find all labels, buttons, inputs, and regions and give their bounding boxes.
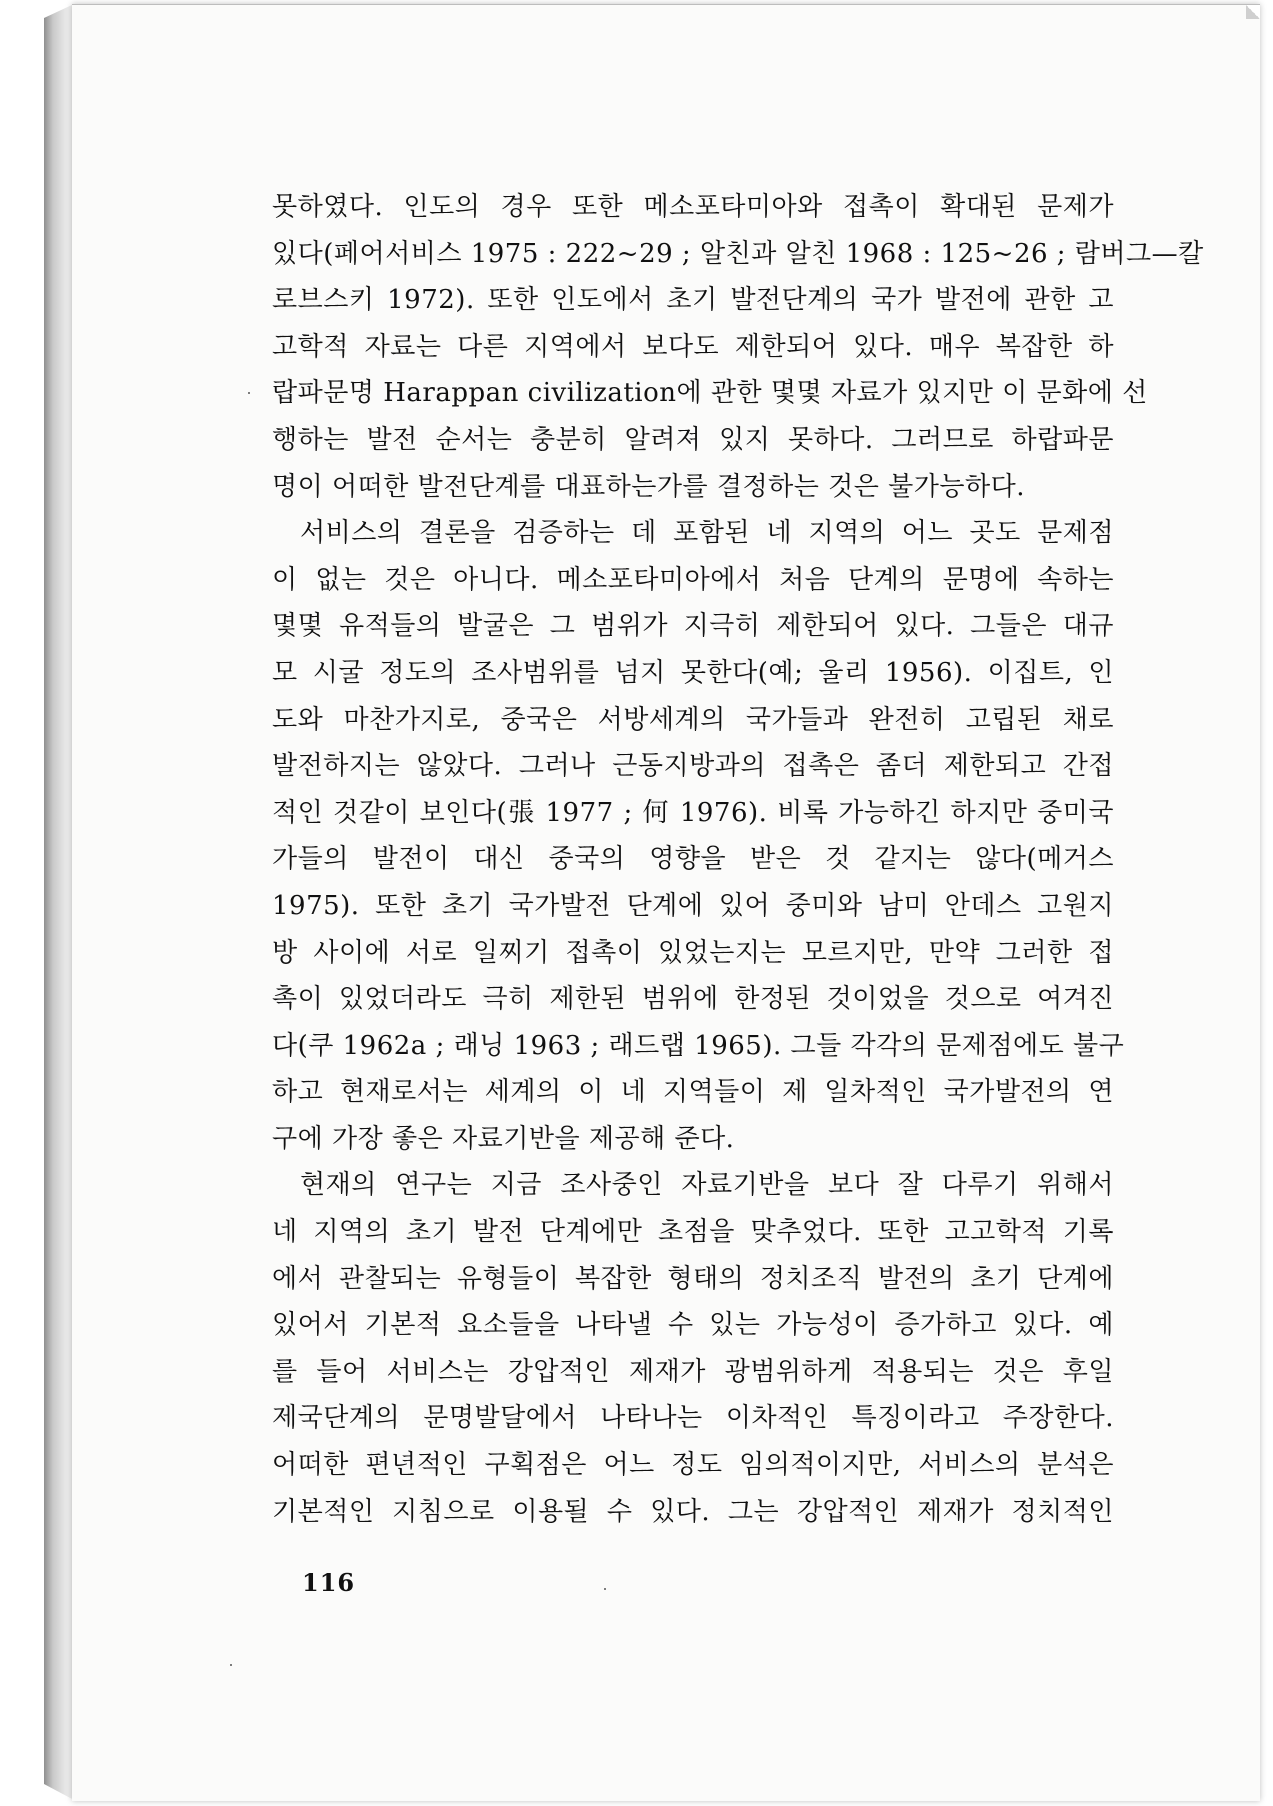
text-line: 발전하지는 않았다. 그러나 근동지방과의 접촉은 좀더 제한되고 간접 [272,751,1114,782]
text-line: 구에 가장 좋은 자료기반을 제공해 준다. [272,1123,735,1154]
text-line: 방 사이에 서로 일찌기 접촉이 있었는지는 모르지만, 만약 그러한 접 [272,937,1114,968]
text-line: 네 지역의 초기 발전 단계에만 초점을 맞추었다. 또한 고고학적 기록 [272,1217,1114,1248]
text-line: 못하였다. 인도의 경우 또한 메소포타미아와 접촉이 확대된 문제가 [272,192,1114,222]
text-line: 1975). 또한 초기 국가발전 단계에 있어 중미와 남미 안데스 고원지 [272,890,1114,921]
text-line: 이 없는 것은 아니다. 메소포타미아에서 처음 단계의 문명에 속하는 [272,564,1114,595]
text-line: 촉이 있었더라도 극히 제한된 범위에 한정된 것이었을 것으로 여겨진 [272,984,1114,1015]
text-line: 하고 현재로서는 세계의 이 네 지역들이 제 일차적인 국가발전의 연 [272,1077,1114,1108]
text-line: 현재의 연구는 지금 조사중인 자료기반을 보다 잘 다루기 위해서 [300,1170,1114,1201]
text-line: 기본적인 지침으로 이용될 수 있다. 그는 강압적인 제재가 정치적인 [272,1496,1114,1527]
body-text [272,184,1204,1535]
text-line: 모 시굴 정도의 조사범위를 넘지 못한다(예; 울리 1956). 이집트, 인 [272,657,1114,688]
text-line: 도와 마찬가지로, 중국은 서방세계의 국가들과 완전히 고립된 채로 [272,704,1114,735]
book-spine-edge [44,4,74,1800]
text-line: 에서 관찰되는 유형들이 복잡한 형태의 정치조직 발전의 초기 단계에 [272,1263,1114,1294]
text-line: 행하는 발전 순서는 충분히 알려져 있지 못하다. 그러므로 하랍파문 [272,424,1114,455]
text-line: 몇몇 유적들의 발굴은 그 범위가 지극히 제한되어 있다. 그들은 대규 [272,611,1114,642]
scan-speck [230,1664,232,1666]
text-line: 랍파문명 Harappan civilization에 관한 몇몇 자료가 있지만 이 문화에 선 [272,378,1148,409]
scan-speck [248,392,250,394]
text-line: 있어서 기본적 요소들을 나타낼 수 있는 가능성이 증가하고 있다. 예 [272,1310,1114,1341]
text-line: 고학적 자료는 다른 지역에서 보다도 제한되어 있다. 매우 복잡한 하 [272,331,1114,362]
text-line: 적인 것같이 보인다(張 1977 ; 何 1976). 비록 가능하긴 하지만 중미국 [272,797,1114,828]
page-corner [1246,5,1260,19]
text-line: 명이 어떠한 발전단계를 대표하는가를 결정하는 것은 불가능하다. [272,471,1025,502]
text-line: 어떠한 편년적인 구획점은 어느 정도 임의적이지만, 서비스의 분석은 [272,1450,1114,1481]
text-line: 를 들어 서비스는 강압적인 제재가 광범위하게 적용되는 것은 후일 [272,1356,1114,1387]
page-number: 116 [302,1568,356,1597]
text-line: 있다(페어서비스 1975 : 222~29 ; 알친과 알친 1968 : 125~26 ; 람버그—칼 [272,238,1204,269]
text-line: 서비스의 결론을 검증하는 데 포함된 네 지역의 어느 곳도 문제점 [300,518,1114,549]
scan-speck [604,1588,606,1590]
text-line: 로브스키 1972). 또한 인도에서 초기 발전단계의 국가 발전에 관한 고 [272,285,1114,316]
text-line: 가들의 발전이 대신 중국의 영향을 받은 것 같지는 않다(메거스 [272,844,1114,875]
text-line: 제국단계의 문명발달에서 나타나는 이차적인 특징이라고 주장한다. [272,1403,1114,1434]
text-line: 다(쿠 1962a ; 래닝 1963 ; 래드랩 1965). 그들 각각의 문제점에도 불구 [272,1030,1125,1061]
